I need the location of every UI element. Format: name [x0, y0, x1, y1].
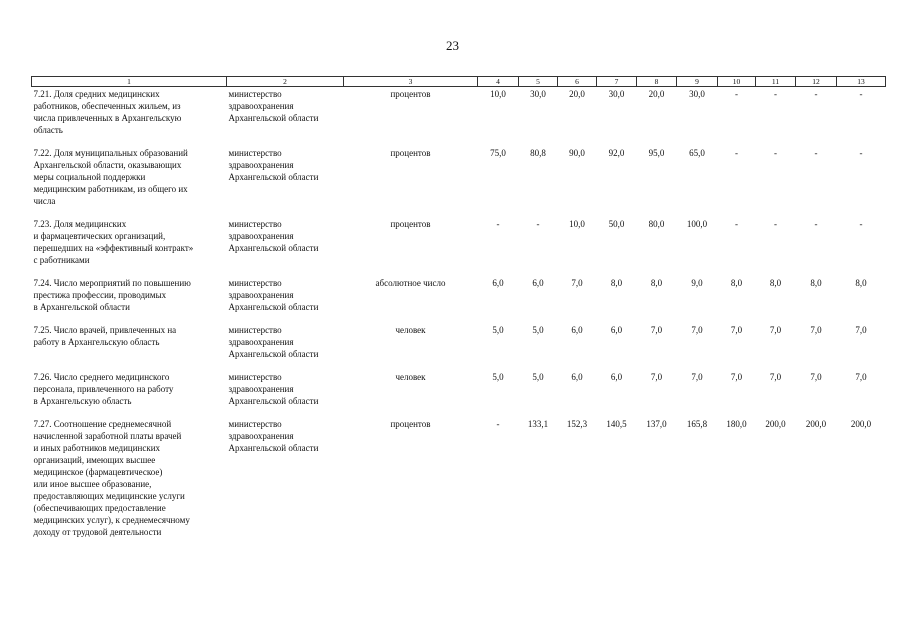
indicator-line: область — [33, 125, 63, 135]
responsible-line: Архангельской области — [228, 349, 319, 359]
responsible-line: министерство — [228, 278, 282, 288]
column-header: 2 — [227, 77, 344, 87]
indicator-line: (обеспечивающих предоставление — [33, 503, 166, 513]
unit-cell: человек — [395, 372, 426, 382]
value-cell: 80,0 — [648, 219, 665, 229]
responsible-line: министерство — [228, 419, 282, 429]
value-cell: 6,0 — [571, 372, 583, 382]
value-cell: 75,0 — [490, 148, 506, 158]
value-cell: - — [814, 89, 818, 99]
value-cell: 7,0 — [810, 325, 822, 335]
value-cell: 10,0 — [490, 89, 506, 99]
value-cell: 95,0 — [648, 148, 665, 158]
value-cell: 8,0 — [730, 278, 743, 288]
value-cell: - — [536, 219, 540, 229]
responsible-line: здравоохранения — [228, 160, 294, 170]
unit-cell: процентов — [390, 419, 431, 429]
value-cell: 6,0 — [571, 325, 583, 335]
value-cell: 7,0 — [810, 372, 822, 382]
column-header: 4 — [478, 77, 519, 87]
value-cell: 5,0 — [492, 325, 504, 335]
indicator-line: престижа профессии, проводимых — [33, 290, 167, 300]
value-cell: 6,0 — [532, 278, 544, 288]
indicator-cell — [32, 417, 227, 548]
value-cell: 90,0 — [569, 148, 585, 158]
value-cell: - — [735, 89, 738, 99]
value-cell: 7,0 — [730, 372, 743, 382]
value-cell: 30,0 — [530, 89, 546, 99]
value-cell: 8,0 — [769, 278, 782, 288]
value-cell: 92,0 — [608, 148, 625, 158]
unit-cell: процентов — [390, 219, 431, 229]
value-cell: 30,0 — [689, 89, 705, 99]
value-cell: - — [859, 148, 863, 158]
column-header: 5 — [519, 77, 558, 87]
value-cell: 7,0 — [769, 372, 782, 382]
indicator-cell — [32, 323, 227, 370]
responsible-line: министерство — [228, 372, 282, 382]
value-cell: 80,8 — [530, 148, 546, 158]
indicator-line: предоставляющих медицинские услуги — [33, 491, 185, 501]
indicator-line: числа — [33, 196, 56, 206]
responsible-line: здравоохранения — [228, 231, 294, 241]
value-cell: 200,0 — [765, 419, 786, 429]
responsible-cell — [227, 87, 344, 147]
value-cell: 5,0 — [532, 372, 544, 382]
responsible-line: здравоохранения — [228, 431, 294, 441]
value-cell: 7,0 — [691, 372, 703, 382]
indicator-line: медицинское (фармацевтическое) — [33, 467, 163, 477]
value-cell: 140,5 — [606, 419, 627, 429]
responsible-cell — [227, 370, 344, 417]
indicator-line: в Архангельскую область — [33, 396, 132, 406]
responsible-cell — [227, 417, 344, 548]
indicator-line: 7.24. Число мероприятий по повышению — [33, 278, 191, 288]
table-row — [32, 276, 886, 323]
column-header: 6 — [558, 77, 597, 87]
value-cell: 7,0 — [650, 372, 663, 382]
value-cell: 6,0 — [492, 278, 504, 288]
value-cell: 7,0 — [650, 325, 663, 335]
unit-cell: абсолютное число — [375, 278, 446, 288]
value-cell: 8,0 — [650, 278, 663, 288]
value-cell: 137,0 — [646, 419, 667, 429]
responsible-line: Архангельской области — [228, 172, 319, 182]
value-cell: - — [735, 219, 738, 229]
table-row — [32, 370, 886, 417]
table-row — [32, 87, 886, 147]
value-cell: - — [859, 219, 863, 229]
responsible-cell — [227, 146, 344, 217]
value-cell: - — [859, 89, 863, 99]
responsible-line: Архангельской области — [228, 243, 319, 253]
indicator-line: работников, обеспеченных жильем, из — [33, 101, 181, 111]
indicator-cell — [32, 217, 227, 276]
indicator-line: с работниками — [33, 255, 90, 265]
indicator-line: 7.26. Число среднего медицинского — [33, 372, 170, 382]
responsible-line: министерство — [228, 219, 282, 229]
value-cell: - — [814, 148, 818, 158]
indicator-line: медицинским работникам, из общего их — [33, 184, 188, 194]
value-cell: 6,0 — [610, 372, 623, 382]
responsible-line: Архангельской области — [228, 302, 319, 312]
indicator-line: начисленной заработной платы врачей — [33, 431, 182, 441]
responsible-line: министерство — [228, 148, 282, 158]
indicator-line: организаций, имеющих высшее — [33, 455, 156, 465]
indicator-line: Архангельской области, оказывающих — [33, 160, 182, 170]
indicator-line: 7.23. Доля медицинских — [33, 219, 127, 229]
value-cell: 8,0 — [810, 278, 822, 288]
responsible-line: Архангельской области — [228, 443, 319, 453]
value-cell: 200,0 — [850, 419, 872, 429]
responsible-line: здравоохранения — [228, 384, 294, 394]
responsible-line: министерство — [228, 325, 282, 335]
value-cell: 7,0 — [691, 325, 703, 335]
responsible-line: здравоохранения — [228, 290, 294, 300]
indicator-cell — [32, 87, 227, 147]
column-header: 11 — [756, 77, 796, 87]
responsible-cell — [227, 323, 344, 370]
indicator-line: доходу от трудовой деятельности — [33, 527, 162, 537]
value-cell: 65,0 — [689, 148, 705, 158]
value-cell: - — [774, 148, 777, 158]
value-cell: 5,0 — [492, 372, 504, 382]
column-header: 1 — [32, 77, 227, 87]
value-cell: 10,0 — [569, 219, 585, 229]
responsible-line: здравоохранения — [228, 337, 294, 347]
indicator-line: меры социальной поддержки — [33, 172, 146, 182]
value-cell: 20,0 — [648, 89, 665, 99]
table-row — [32, 323, 886, 370]
value-cell: - — [735, 148, 738, 158]
indicator-line: перешедших на «эффективный контракт» — [33, 243, 194, 253]
column-header: 12 — [796, 77, 837, 87]
value-cell: 30,0 — [608, 89, 625, 99]
value-cell: 9,0 — [691, 278, 703, 288]
table-row — [32, 146, 886, 217]
value-cell: 7,0 — [730, 325, 743, 335]
value-cell: - — [774, 89, 777, 99]
indicator-cell — [32, 276, 227, 323]
responsible-line: здравоохранения — [228, 101, 294, 111]
indicator-line: в Архангельской области — [33, 302, 130, 312]
value-cell: 100,0 — [686, 219, 708, 229]
responsible-line: министерство — [228, 89, 282, 99]
responsible-cell — [227, 276, 344, 323]
table-header-row — [32, 77, 886, 87]
value-cell: 20,0 — [569, 89, 585, 99]
value-cell: 7,0 — [855, 325, 867, 335]
indicator-line: работу в Архангельскую область — [33, 337, 160, 347]
value-cell: - — [496, 419, 500, 429]
table-body — [32, 87, 886, 549]
column-header: 8 — [637, 77, 677, 87]
unit-cell: человек — [395, 325, 426, 335]
indicator-line: 7.22. Доля муниципальных образований — [33, 148, 188, 158]
value-cell: 165,8 — [686, 419, 708, 429]
indicator-line: 7.21. Доля средних медицинских — [33, 89, 160, 99]
value-cell: 7,0 — [571, 278, 583, 288]
column-header: 3 — [344, 77, 478, 87]
value-cell: 180,0 — [726, 419, 747, 429]
indicator-line: 7.27. Соотношение среднемесячной — [33, 419, 172, 429]
indicator-cell — [32, 370, 227, 417]
value-cell: - — [496, 219, 500, 229]
column-header: 9 — [677, 77, 718, 87]
indicator-cell — [32, 146, 227, 217]
indicators-table — [31, 76, 886, 548]
value-cell: 200,0 — [805, 419, 827, 429]
column-header: 13 — [837, 77, 886, 87]
table-row — [32, 217, 886, 276]
responsible-line: Архангельской области — [228, 396, 319, 406]
indicator-line: медицинских услуг), к среднемесячному — [33, 515, 190, 525]
indicator-line: числа привлеченных в Архангельскую — [33, 113, 182, 123]
responsible-cell — [227, 217, 344, 276]
value-cell: 152,3 — [566, 419, 588, 429]
indicator-line: персонала, привлеченного на работу — [33, 384, 174, 394]
unit-cell: процентов — [390, 89, 431, 99]
unit-cell: процентов — [390, 148, 431, 158]
column-header: 7 — [597, 77, 637, 87]
table-row — [32, 417, 886, 548]
indicator-line: или иное высшее образование, — [33, 479, 152, 489]
responsible-line: Архангельской области — [228, 113, 319, 123]
value-cell: 7,0 — [769, 325, 782, 335]
indicator-line: и фармацевтических организаций, — [33, 231, 166, 241]
value-cell: 50,0 — [608, 219, 625, 229]
page-number: 23 — [446, 38, 459, 53]
value-cell: - — [814, 219, 818, 229]
value-cell: 8,0 — [855, 278, 867, 288]
column-header: 10 — [718, 77, 756, 87]
value-cell: 5,0 — [532, 325, 544, 335]
value-cell: 7,0 — [855, 372, 867, 382]
value-cell: 6,0 — [610, 325, 623, 335]
indicator-line: 7.25. Число врачей, привлеченных на — [33, 325, 177, 335]
indicator-line: и иных работников медицинских — [33, 443, 161, 453]
value-cell: 8,0 — [610, 278, 623, 288]
value-cell: 133,1 — [527, 419, 549, 429]
value-cell: - — [774, 219, 777, 229]
